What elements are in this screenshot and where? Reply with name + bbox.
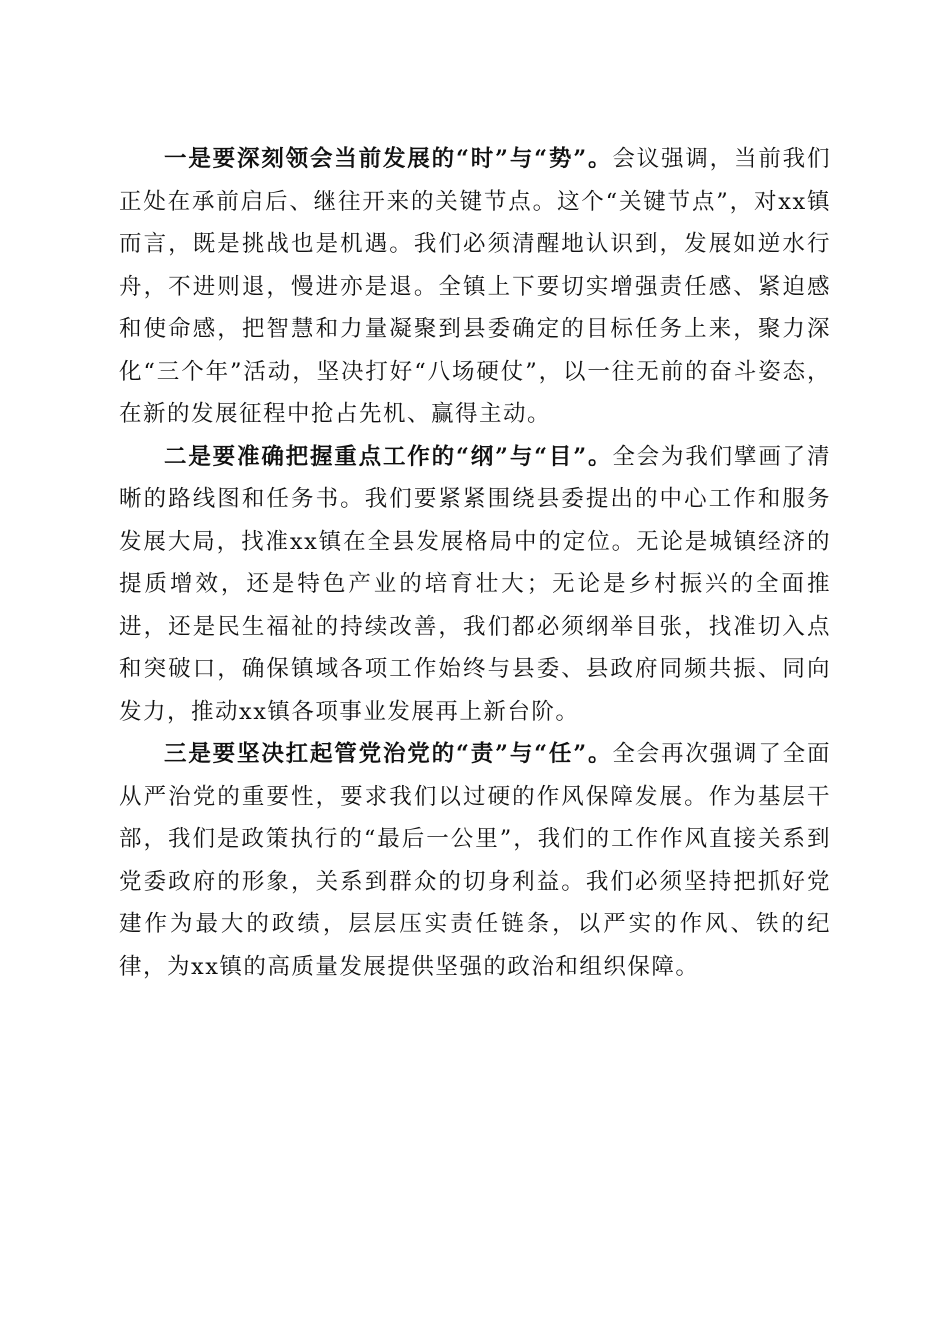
paragraph-2 bbox=[119, 436, 831, 734]
paragraph-3 bbox=[119, 733, 831, 988]
paragraph-1-body: 会议强调，当前我们正处在承前启后、继往开来的关键节点。这个“关键节点”，对xx镇而言，既是挑战也是机遇。我们必须清醒地认识到，发展如逆水行舟，不进则退，慢进亦是退。全镇上下要切实增强责任感、紧迫感和使命感，把智慧和力量凝聚到县委确定的目标任务上来，聚力深化“三个年”活动，坚决打好“八场硬仗”，以一往无前的奋斗姿态，在新的发展征程中抢占先机、赢得主动。 bbox=[119, 146, 831, 427]
paragraph-1 bbox=[119, 138, 831, 436]
paragraph-2-body: 全会为我们擘画了清晰的路线图和任务书。我们要紧紧围绕县委提出的中心工作和服务发展大局，找准xx镇在全县发展格局中的定位。无论是城镇经济的提质增效，还是特色产业的培育壮大；无论是乡村振兴的全面推进，还是民生福祉的持续改善，我们都必须纲举目张，找准切入点和突破口，确保镇域各项工作始终与县委、县政府同频共振、同向发力，推动xx镇各项事业发展再上新台阶。 bbox=[119, 443, 831, 725]
paragraph-3-body: 全会再次强调了全面从严治党的重要性，要求我们以过硬的作风保障发展。作为基层干部，我们是政策执行的“最后一公里”，我们的工作作风直接关系到党委政府的形象，关系到群众的切身利益。我们必须坚持把抓好党建作为最大的政绩，层层压实责任链条，以严实的作风、铁的纪律，为xx镇的高质量发展提供坚强的政治和组织保障。 bbox=[119, 741, 831, 980]
paragraph-2-lead: 二是要准确把握重点工作的“纲”与“目”。 bbox=[164, 443, 613, 470]
document-body bbox=[119, 138, 831, 988]
paragraph-3-lead: 三是要坚决扛起管党治党的“责”与“任”。 bbox=[164, 741, 613, 767]
paragraph-1-lead: 一是要深刻领会当前发展的“时”与“势”。 bbox=[164, 146, 613, 172]
